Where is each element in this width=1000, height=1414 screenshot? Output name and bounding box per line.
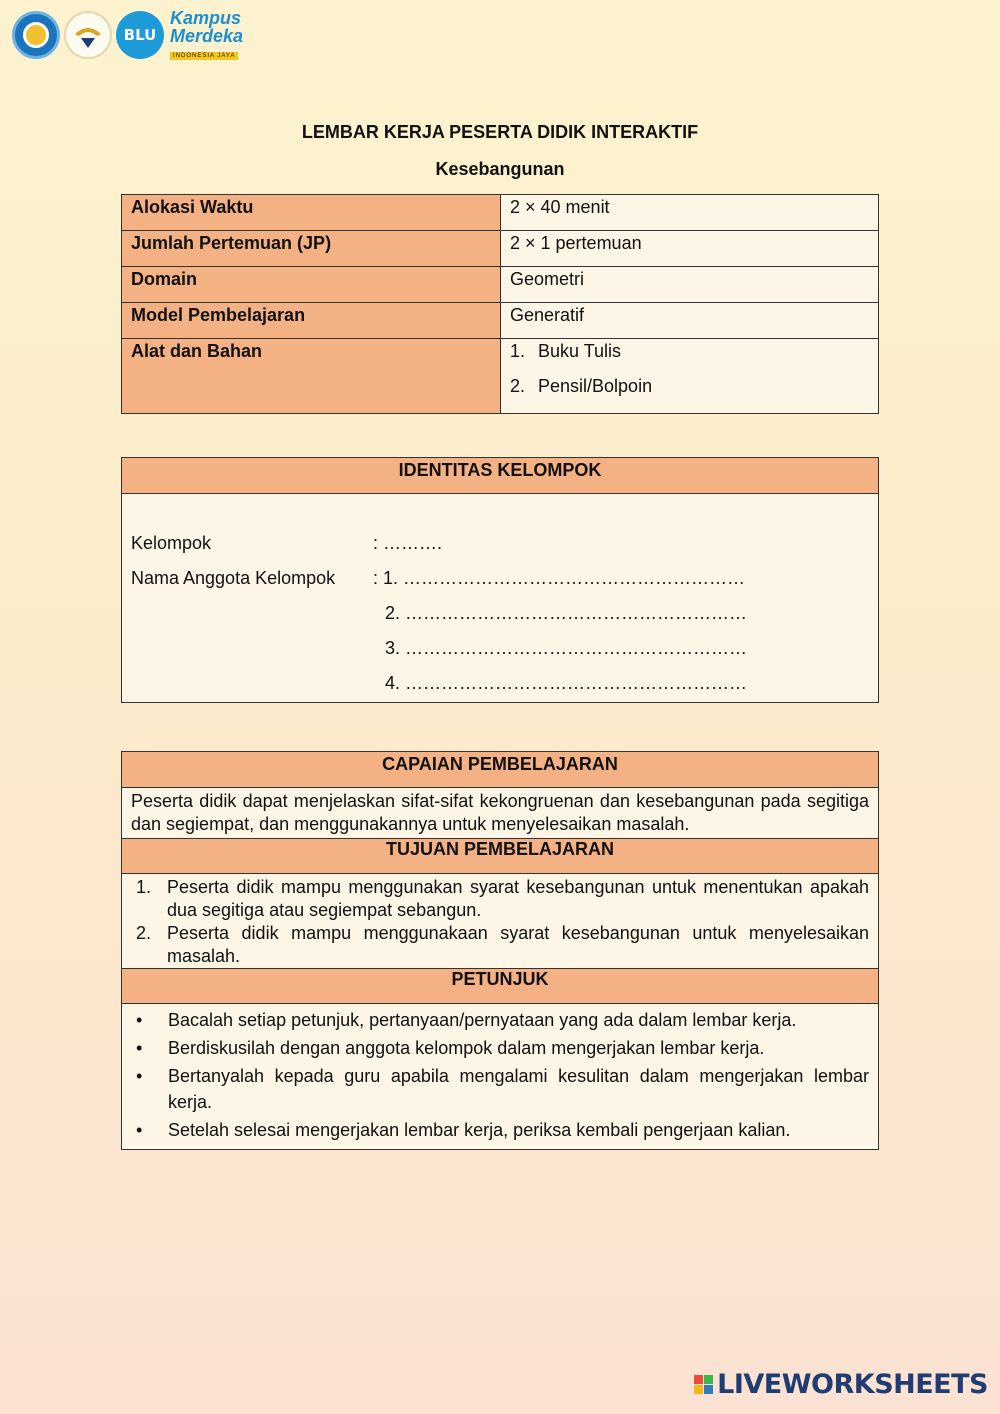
instruction-text: Setelah selesai mengerjakan lembar kerja, periksa kembali pengerjaan kalian. (168, 1120, 791, 1140)
member-row (131, 666, 869, 701)
info-row (122, 195, 879, 231)
bullet-icon: • (136, 1066, 143, 1086)
info-row (122, 303, 879, 339)
member-field-2[interactable]: 2. ………………………………………………… (385, 603, 748, 623)
bullet-icon: • (136, 1038, 143, 1058)
tools-item-text: Pensil/Bolpoin (538, 376, 653, 396)
members-label: Nama Anggota Kelompok (131, 568, 336, 588)
objective-text: Peserta didik mampu menggunakaan syarat kesebangunan untuk menyelesaikan masalah. (167, 923, 869, 966)
group-label: Kelompok (131, 533, 212, 553)
objective-text: Peserta didik mampu menggunakan syarat kesebangunan untuk menentukan apakah dua segitiga atau segiempat sebangun. (167, 877, 869, 920)
member-row (131, 561, 869, 596)
kampus-merdeka-logo (170, 9, 243, 61)
bullet-icon: • (136, 1120, 143, 1140)
header-logos (12, 10, 243, 60)
tools-item-text: Buku Tulis (538, 341, 622, 361)
achievement-text: Peserta didik dapat menjelaskan sifat-sifat kekongruenan dan kesebangunan pada segitiga dan segiempat, dan menggunakannya untuk menyelesaikan masalah. (122, 788, 879, 839)
instruction-text: Bacalah setiap petunjuk, pertanyaan/pernyataan yang ada dalam lembar kerja. (168, 1010, 797, 1030)
identity-table (121, 457, 879, 703)
info-label: Alokasi Waktu (122, 195, 501, 231)
kemdikbud-logo-icon (12, 11, 60, 59)
liveworksheets-wordmark: LIVEWORKSHEETS (717, 1369, 988, 1400)
info-row (122, 267, 879, 303)
achievement-heading: CAPAIAN PEMBELAJARAN (122, 752, 879, 788)
info-value: 2 × 40 menit (501, 195, 879, 231)
info-table (121, 194, 879, 414)
member-field-1[interactable]: : 1. ………………………………………………… (373, 568, 746, 588)
instruction-text: Bertanyalah kepada guru apabila mengalami kesulitan dalam mengerjakan lembar kerja. (168, 1066, 869, 1112)
info-label: Model Pembelajaran (122, 303, 501, 339)
blu-logo: BLU (116, 11, 164, 59)
kampus-merdeka-tagline: INDONESIA JAYA (170, 52, 238, 60)
instructions-heading: PETUNJUK (122, 969, 879, 1004)
kampus-merdeka-line2: Merdeka (170, 26, 244, 46)
info-label: Jumlah Pertemuan (JP) (122, 231, 501, 267)
member-row (131, 631, 869, 666)
instruction-text: Berdiskusilah dengan anggota kelompok dalam mengerjakan lembar kerja. (168, 1038, 765, 1058)
objective-number: 2. (136, 923, 152, 943)
tools-item-number: 2. (510, 376, 526, 396)
info-label: Alat dan Bahan (122, 339, 501, 414)
member-field-4[interactable]: 4. ………………………………………………… (385, 673, 748, 693)
info-row-tools (122, 339, 879, 414)
group-row (131, 526, 869, 561)
bullet-icon: • (136, 1010, 143, 1030)
instruction-item (136, 1007, 869, 1033)
member-field-3[interactable]: 3. ………………………………………………… (385, 638, 748, 658)
instruction-item (136, 1063, 869, 1115)
objective-number: 1. (136, 877, 152, 897)
info-row (122, 231, 879, 267)
tools-item (510, 341, 869, 376)
info-value: 2 × 1 pertemuan (501, 231, 879, 267)
objective-item (136, 922, 869, 968)
objectives-cell (122, 874, 879, 969)
page-subtitle: Kesebangunan (435, 159, 565, 179)
instruction-item (136, 1035, 869, 1061)
identity-body (122, 494, 879, 703)
tools-item (510, 376, 869, 411)
university-logo-icon (64, 11, 112, 59)
page-title: LEMBAR KERJA PESERTA DIDIK INTERAKTIF (301, 122, 699, 142)
kampus-merdeka-line1: Kampus (170, 8, 242, 28)
instruction-item (136, 1117, 869, 1143)
instructions-cell (122, 1004, 879, 1150)
info-label: Domain (122, 267, 501, 303)
liveworksheets-brand[interactable] (694, 1369, 988, 1400)
tools-item-number: 1. (510, 341, 526, 361)
liveworksheets-badge-icon (694, 1375, 713, 1394)
member-row (131, 596, 869, 631)
objectives-heading: TUJUAN PEMBELAJARAN (122, 839, 879, 874)
learning-table (121, 751, 879, 1150)
group-field[interactable]: : ………. (373, 533, 443, 553)
tools-list-cell (501, 339, 879, 414)
objective-item (136, 876, 869, 922)
info-value: Generatif (501, 303, 879, 339)
info-value: Geometri (501, 267, 879, 303)
identity-heading: IDENTITAS KELOMPOK (122, 458, 879, 494)
